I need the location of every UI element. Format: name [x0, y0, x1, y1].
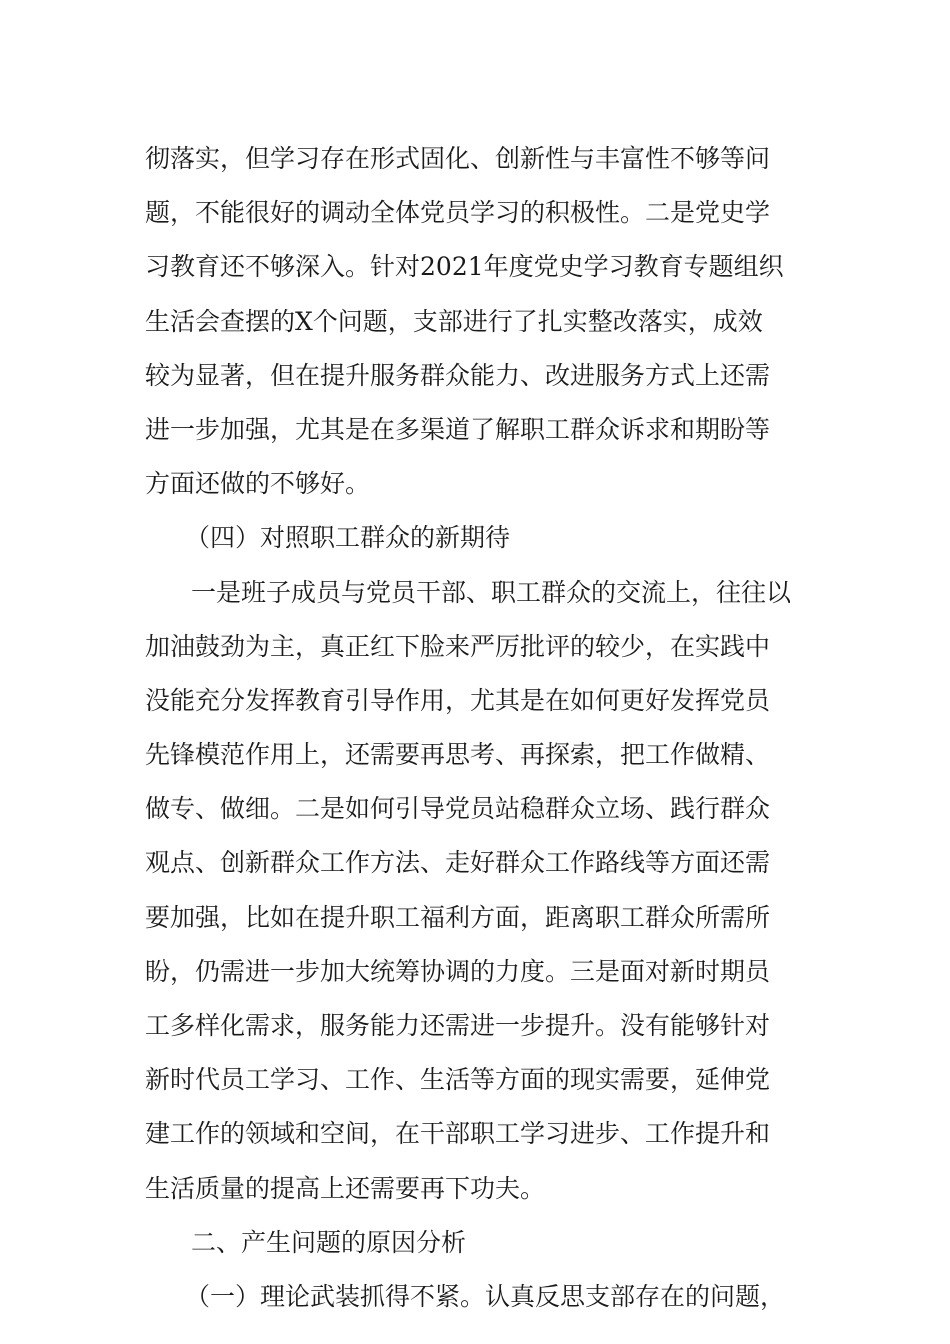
paragraph-line: 新时代员工学习、工作、生活等方面的现实需要，延伸党 — [145, 1065, 771, 1095]
paragraph-line: 较为显著，但在提升服务群众能力、改进服务方式上还需 — [145, 360, 771, 390]
paragraph-line: 方面还做的不够好。 — [145, 469, 371, 499]
paragraph-line: 一是班子成员与党员干部、职工群众的交流上，往往以 — [191, 577, 792, 607]
paragraph-line: 习教育还不够深入。针对2021年度党史学习教育专题组织 — [145, 252, 784, 282]
document-body — [145, 132, 810, 1324]
paragraph-line: 工多样化需求，服务能力还需进一步提升。没有能够针对 — [145, 1011, 771, 1040]
paragraph-line: 盼，仍需进一步加大统筹协调的力度。三是面对新时期员 — [145, 956, 771, 986]
paragraph-line: 生活质量的提高上还需要再下功夫。 — [145, 1173, 546, 1203]
paragraph-line: 生活会查摆的X个问题，支部进行了扎实整改落实，成效 — [145, 306, 763, 336]
subsection-heading: （一）理论武装抓得不紧。认真反思支部存在的问题， — [185, 1281, 786, 1311]
paragraph-line: 做专、做细。二是如何引导党员站稳群众立场、践行群众 — [145, 794, 771, 824]
paragraph-line: 彻落实，但学习存在形式固化、创新性与丰富性不够等问 — [145, 144, 771, 173]
paragraph-line: 加油鼓劲为主，真正红下脸来严厉批评的较少，在实践中 — [145, 631, 771, 661]
paragraph-line: 进一步加强，尤其是在多渠道了解职工群众诉求和期盼等 — [145, 414, 771, 444]
paragraph-line: 观点、创新群众工作方法、走好群众工作路线等方面还需 — [145, 848, 771, 878]
paragraph-line: 没能充分发挥教育引导作用，尤其是在如何更好发挥党员 — [145, 685, 771, 715]
section-heading: 二、产生问题的原因分析 — [191, 1227, 467, 1257]
paragraph-line: 先锋模范作用上，还需要再思考、再探索，把工作做精、 — [145, 740, 771, 770]
paragraph-line: 题，不能很好的调动全体党员学习的积极性。二是党史学 — [145, 198, 771, 228]
section-heading: （四）对照职工群众的新期待 — [185, 523, 511, 553]
paragraph-line: 要加强，比如在提升职工福利方面，距离职工群众所需所 — [145, 902, 771, 932]
paragraph-line: 建工作的领域和空间，在干部职工学习进步、工作提升和 — [145, 1119, 771, 1149]
